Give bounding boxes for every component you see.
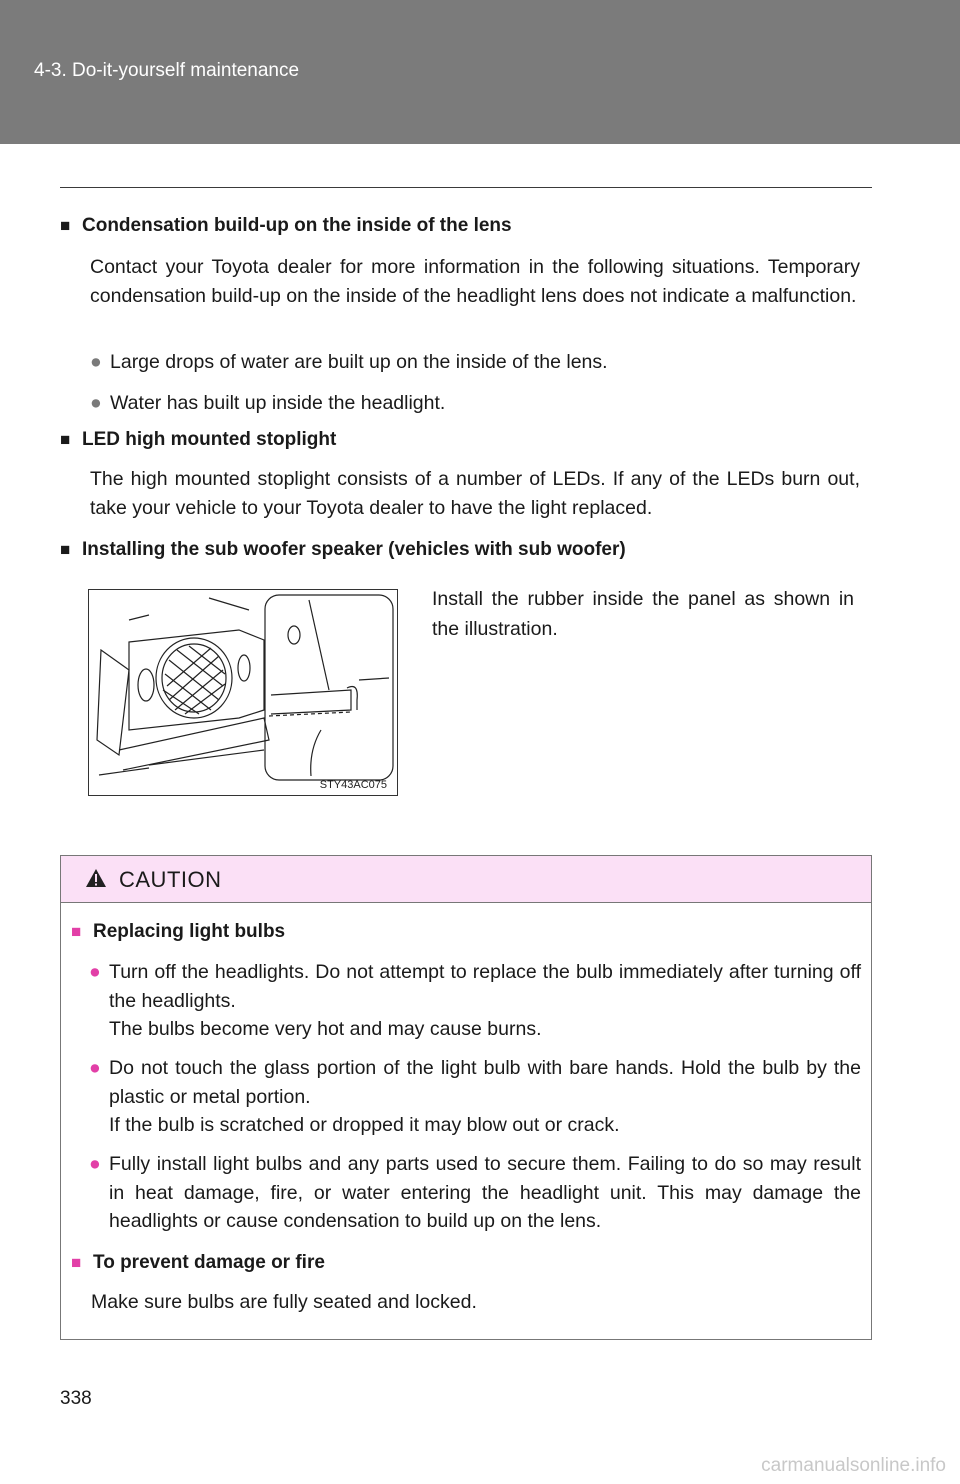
square-bullet-icon: ■ [71,922,82,941]
caution-title: CAUTION [119,867,222,892]
list-item: ● Turn off the headlights. Do not attempt to replace the bulb immediately after turning off the headlights. The bulbs become very hot and may cause burns. [89,958,861,1044]
condensation-body: Contact your Toyota dealer for more information in the following situations. Temporary condensation build-up on the inside of the headlight lens does not indicate a malfunction. [90,256,860,307]
square-bullet-icon: ■ [60,540,71,559]
square-bullet-icon: ■ [71,1253,82,1272]
circle-bullet-icon: ● [89,961,101,983]
section-heading-condensation: ■ Condensation build-up on the inside of the lens [60,215,512,236]
circle-bullet-icon: ● [89,1153,101,1175]
circle-bullet-icon: ● [90,351,102,373]
circle-bullet-icon: ● [89,1057,101,1079]
section-heading-led: ■ LED high mounted stoplight [60,429,337,450]
figure-caption: Install the rubber inside the panel as shown in the illustration. [432,588,854,640]
header-divider [60,187,872,188]
caution-box [60,855,872,1340]
subwoofer-illustration [88,589,398,796]
section-heading-subwoofer: ■ Installing the sub woofer speaker (vehicles with sub woofer) [60,539,626,560]
warning-triangle-icon [85,868,107,888]
square-bullet-icon: ■ [60,430,71,449]
figure-code: STY43AC075 [319,779,387,791]
list-item: ● Water has built up inside the headlight. [90,389,860,418]
caution-heading-fire: ■ To prevent damage or fire [71,1252,325,1273]
square-bullet-icon: ■ [60,216,71,235]
list-item: ● Fully install light bulbs and any parts used to secure them. Failing to do so may result in heat damage, fire, or water entering the headlight unit. This may damage the headlights or cause condensation to build up on the lens. [89,1150,861,1236]
page-number: 338 [60,1388,92,1409]
list-item: ● Large drops of water are built up on the inside of the lens. [90,348,860,377]
page-header [0,0,960,144]
caution-heading-bulbs: ■ Replacing light bulbs [71,921,286,942]
watermark: carmanualsonline.info [761,1455,946,1476]
led-body: The high mounted stoplight consists of a number of LEDs. If any of the LEDs burn out, take your vehicle to your Toyota dealer to have the light replaced. [90,468,860,519]
list-item: ● Do not touch the glass portion of the light bulb with bare hands. Hold the bulb by the plastic or metal portion. If the bulb is scratched or dropped it may blow out or crack. [89,1054,861,1140]
circle-bullet-icon: ● [90,392,102,414]
breadcrumb: 4-3. Do-it-yourself maintenance [34,60,300,81]
caution-fire-body: Make sure bulbs are fully seated and locked. [91,1291,477,1313]
caution-header [61,856,871,903]
subwoofer-drawing [89,590,398,796]
